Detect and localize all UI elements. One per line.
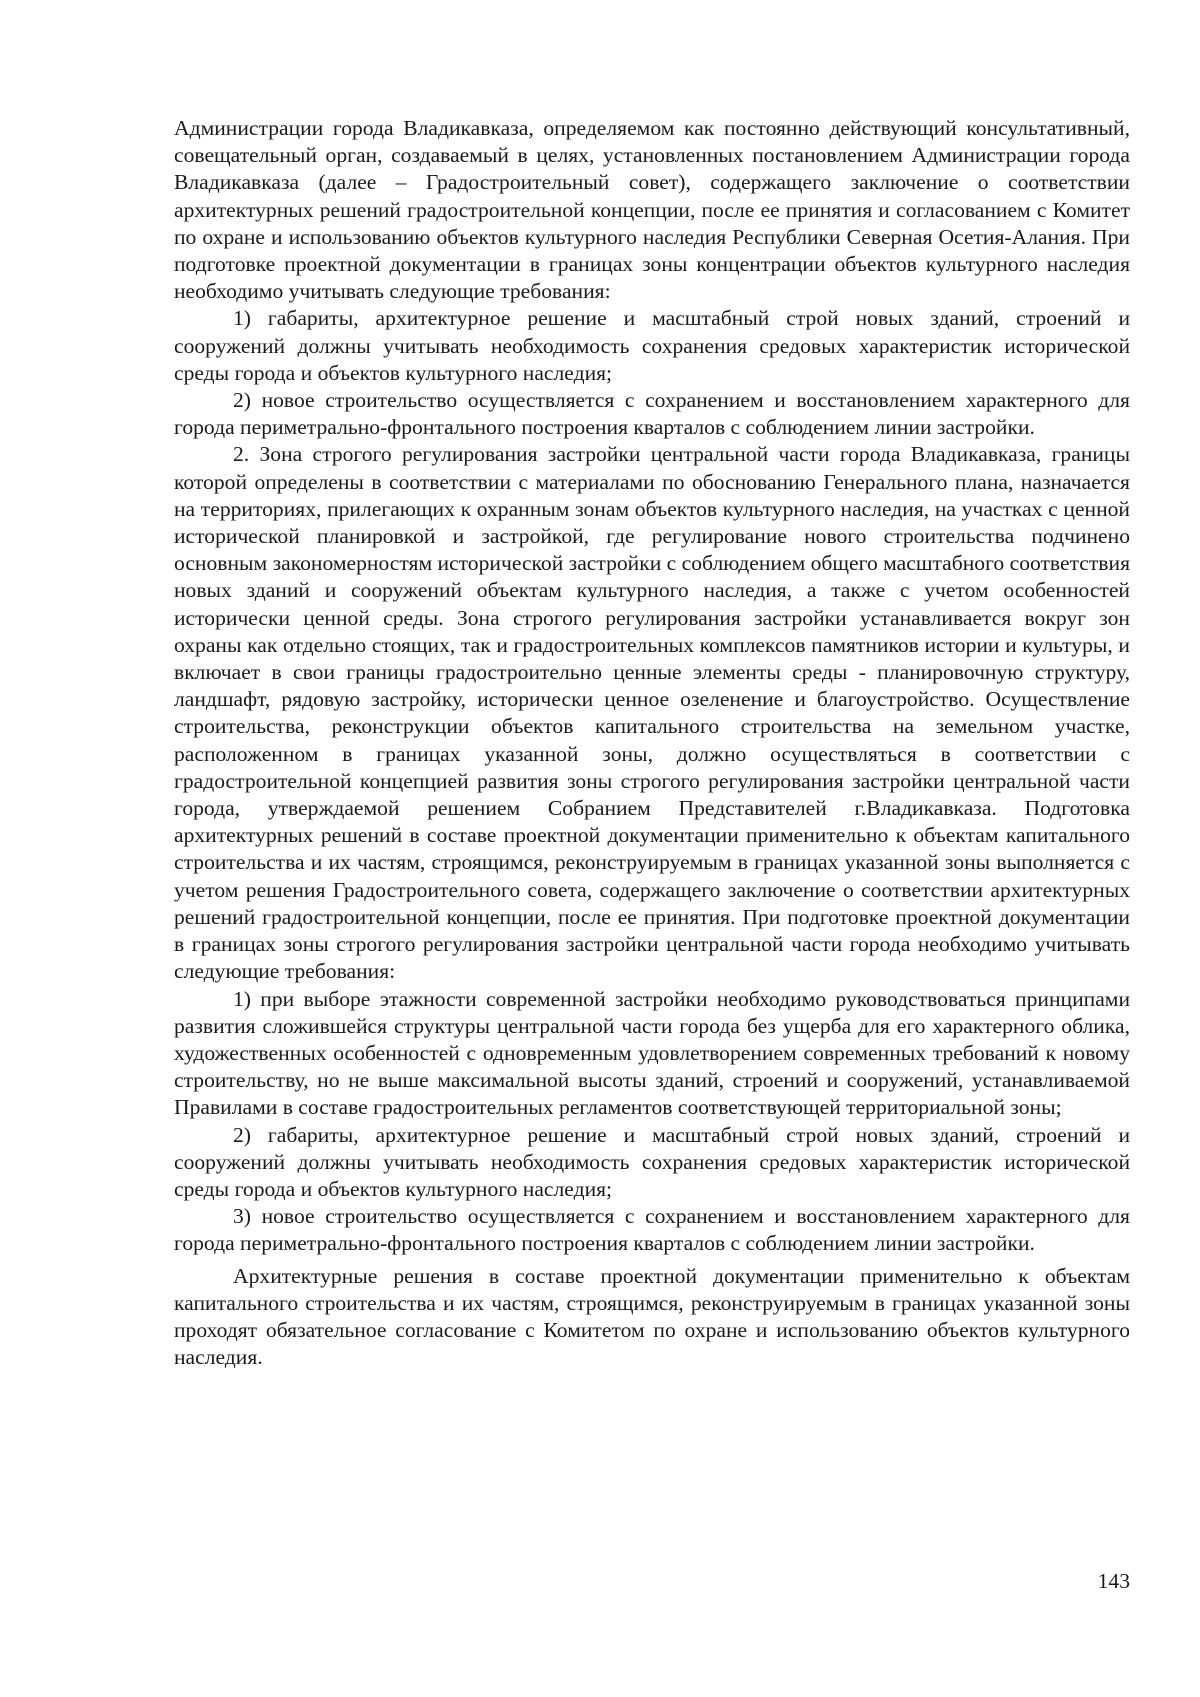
paragraph-item-1: 1) габариты, архитектурное решение и масштабный строй новых зданий, строений и сооружений должны учитывать необходимость сохранения средовых характеристик исторической среды города и объектов культурного наследия; <box>174 306 1130 385</box>
paragraph-requirement-1: 1) при выборе этажности современной застройки необходимо руководствоваться принципами развития сложившейся структуры центральной части города без ущерба для его характерного облика, художественных особенностей с одновременным удовлетворением современных требований к новому строительству, но не выше максимальной высоты зданий, строений и сооружений, устанавливаемой Правилами в составе градостроительных регламентов соответствующей территориальной зоны; <box>174 986 1130 1120</box>
document-body <box>174 115 1130 1371</box>
paragraph-item-2: 2) новое строительство осуществляется с сохранением и восстановлением характерного для города периметрально-фронтального построения кварталов с соблюдением линии застройки. <box>174 388 1130 440</box>
paragraph-requirement-3: 3) новое строительство осуществляется с сохранением и восстановлением характерного для города периметрально-фронтального построения кварталов с соблюдением линии застройки. <box>174 1204 1130 1256</box>
paragraph-section-2: 2. Зона строгого регулирования застройки центральной части города Владикавказа, границы которой определены в соответствии с материалами по обоснованию Генерального плана, назначается на территориях, прилегающих к охранным зонам объектов культурного наследия, на участках с ценной исторической планировкой и застройкой, где регулирование нового строительства подчинено основным закономерностям исторической застройки с соблюдением общего масштабного соответствия новых зданий и сооружений объектам культурного наследия, а также с учетом особенностей исторически ценной среды. Зона строгого регулирования застройки устанавливается вокруг зон охраны как отдельно стоящих, так и градостроительных комплексов памятников истории и культуры, и включает в свои границы градостроительно ценные элементы среды - планировочную структуру, ландшафт, рядовую застройку, исторически ценное озеленение и благоустройство. Осуществление строительства, реконструкции объектов капитального строительства на земельном участке, расположенном в границах указанной зоны, должно осуществляться в соответствии с градостроительной концепцией развития зоны строгого регулирования застройки центральной части города, утверждаемой решением Собранием Представителей г.Владикавказа. Подготовка архитектурных решений в составе проектной документации применительно к объектам капитального строительства и их частям, строящимся, реконструируемым в границах указанной зоны выполняется с учетом решения Градостроительного совета, содержащего заключение о соответствии архитектурных решений градостроительной концепции, после ее принятия. При подготовке проектной документации в границах зоны строгого регулирования застройки центральной части города необходимо учитывать следующие требования: <box>174 442 1130 984</box>
paragraph-conclusion: Архитектурные решения в составе проектной документации применительно к объектам капитального строительства и их частям, строящимся, реконструируемым в границах указанной зоны проходят обязательное согласование с Комитетом по охране и использованию объектов культурного наследия. <box>174 1263 1130 1370</box>
paragraph-intro: Администрации города Владикавказа, определяемом как постоянно действующий консультативный, совещательный орган, создаваемый в целях, установленных постановлением Администрации города Владикавказа (далее – Градостроительный совет), содержащего заключение о соответствии архитектурных решений градостроительной концепции, после ее принятия и согласованием с Комитет по охране и использованию объектов культурного наследия Республики Северная Осетия-Алания. При подготовке проектной документации в границах зоны концентрации объектов культурного наследия необходимо учитывать следующие требования: <box>174 116 1130 304</box>
paragraph-requirement-2: 2) габариты, архитектурное решение и масштабный строй новых зданий, строений и сооружений должны учитывать необходимость сохранения средовых характеристик исторической среды города и объектов культурного наследия; <box>174 1122 1130 1201</box>
page-number: 143 <box>1097 1569 1130 1593</box>
